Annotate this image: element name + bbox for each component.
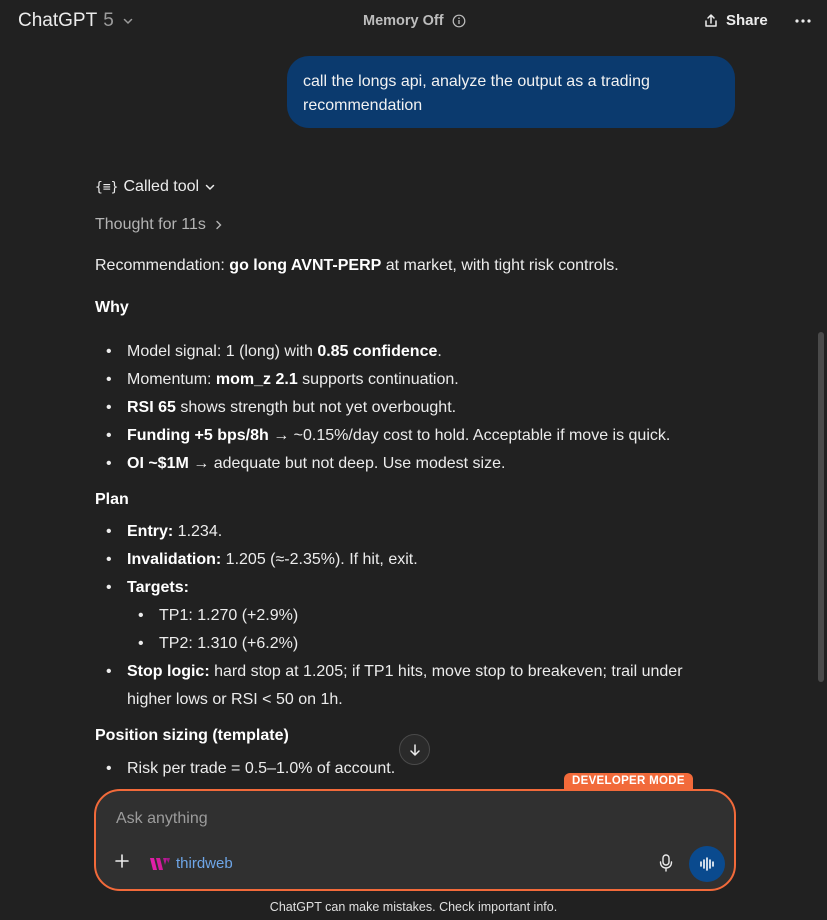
ellipsis-icon bbox=[794, 12, 812, 30]
share-button[interactable] bbox=[703, 12, 768, 29]
list-item bbox=[127, 549, 418, 571]
entry-value: 1.234. bbox=[173, 523, 223, 540]
stop-value-continued: higher lows or RSI < 50 on 1h. bbox=[127, 691, 343, 708]
sizing-item: Risk per trade = 0.5–1.0% of account. bbox=[127, 760, 396, 777]
list-item bbox=[127, 758, 395, 780]
model-selector[interactable] bbox=[18, 10, 134, 32]
list-item bbox=[127, 341, 442, 363]
thought-toggle[interactable] bbox=[95, 216, 224, 234]
developer-mode-badge: DEVELOPER MODE bbox=[564, 773, 693, 790]
list-item bbox=[159, 605, 298, 627]
share-label: Share bbox=[726, 12, 768, 29]
waveform-icon bbox=[699, 857, 715, 871]
list-item bbox=[127, 425, 670, 447]
called-tool-label: Called tool bbox=[123, 178, 200, 195]
list-item bbox=[127, 397, 456, 419]
item-text: → ~0.15%/day cost to hold. Acceptable if move is quick. bbox=[268, 427, 671, 444]
info-icon bbox=[452, 14, 466, 28]
scrollbar[interactable] bbox=[818, 332, 824, 682]
tp2-value: TP2: 1.310 (+6.2%) bbox=[159, 635, 299, 652]
disclaimer: ChatGPT can make mistakes. Check important info. bbox=[269, 900, 558, 914]
item-text: supports continuation. bbox=[297, 371, 459, 388]
microphone-icon bbox=[658, 854, 674, 872]
list-item bbox=[127, 661, 683, 683]
memory-status-label: Memory Off bbox=[363, 13, 444, 29]
item-bold: 0.85 confidence bbox=[317, 343, 438, 360]
list-item bbox=[127, 369, 459, 391]
top-bar bbox=[0, 0, 827, 44]
recommendation-bold: go long AVNT-PERP bbox=[229, 257, 382, 274]
item-bold: mom_z 2.1 bbox=[215, 371, 298, 388]
list-item bbox=[127, 521, 222, 543]
item-text: Momentum: bbox=[127, 371, 216, 388]
recommendation-line bbox=[95, 255, 619, 277]
arrow-down-icon bbox=[408, 743, 422, 757]
invalidation-label: Invalidation: bbox=[127, 551, 222, 568]
invalidation-value: 1.205 (≈-2.35%). If hit, exit. bbox=[221, 551, 418, 568]
list-item bbox=[159, 633, 298, 655]
called-tool-toggle[interactable] bbox=[95, 178, 216, 196]
dictate-button[interactable] bbox=[658, 854, 674, 877]
chevron-down-icon bbox=[122, 15, 134, 27]
plus-icon bbox=[114, 853, 130, 869]
recommendation-suffix: at market, with tight risk controls. bbox=[381, 257, 619, 274]
chevron-down-icon bbox=[204, 181, 216, 193]
scroll-to-bottom-button[interactable] bbox=[399, 734, 430, 765]
add-attachment-button[interactable] bbox=[114, 853, 130, 874]
item-bold: RSI 65 bbox=[127, 399, 176, 416]
connector-name: thirdweb bbox=[176, 855, 233, 872]
item-bold: Funding +5 bps/8h bbox=[127, 427, 269, 444]
stop-value: hard stop at 1.205; if TP1 hits, move stop to breakeven; trail under bbox=[209, 663, 683, 680]
message-input[interactable]: Ask anything bbox=[116, 810, 208, 827]
plan-heading: Plan bbox=[95, 491, 129, 508]
app-name: ChatGPT bbox=[18, 10, 98, 31]
sizing-heading: Position sizing (template) bbox=[95, 727, 289, 744]
model-version: 5 bbox=[103, 10, 114, 31]
list-item-continuation bbox=[127, 689, 343, 711]
item-text: Model signal: 1 (long) with bbox=[127, 343, 318, 360]
voice-mode-button[interactable] bbox=[689, 846, 725, 882]
user-message: call the longs api, analyze the output as a trading recommendation bbox=[287, 56, 735, 128]
entry-label: Entry: bbox=[127, 523, 174, 540]
chevron-right-icon bbox=[214, 219, 224, 231]
tp1-value: TP1: 1.270 (+2.9%) bbox=[159, 607, 299, 624]
composer bbox=[94, 789, 736, 891]
tool-icon: {≡} bbox=[95, 179, 119, 195]
memory-status[interactable] bbox=[363, 13, 466, 29]
item-text: → adequate but not deep. Use modest size. bbox=[188, 455, 506, 472]
thought-label: Thought for 11s bbox=[95, 216, 206, 233]
list-item bbox=[127, 577, 189, 599]
why-heading: Why bbox=[95, 299, 129, 316]
item-text: . bbox=[437, 343, 442, 360]
connector-chip[interactable] bbox=[150, 855, 233, 872]
share-icon bbox=[703, 13, 719, 29]
targets-label: Targets: bbox=[127, 579, 189, 596]
list-item bbox=[127, 453, 505, 475]
thirdweb-logo-icon bbox=[150, 857, 171, 871]
item-bold: OI ~$1M bbox=[127, 455, 189, 472]
more-options-button[interactable] bbox=[794, 12, 812, 35]
recommendation-prefix: Recommendation: bbox=[95, 257, 230, 274]
stop-label: Stop logic: bbox=[127, 663, 210, 680]
item-text: shows strength but not yet overbought. bbox=[175, 399, 457, 416]
